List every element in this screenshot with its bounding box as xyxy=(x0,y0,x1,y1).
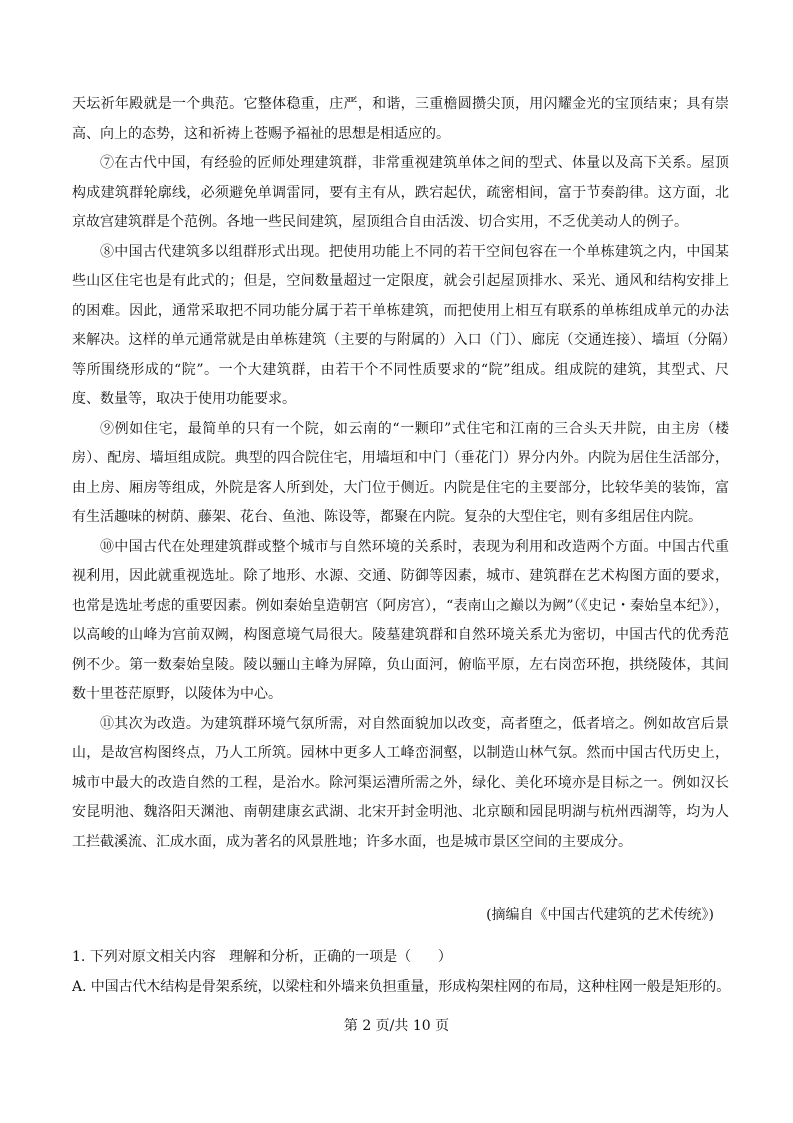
article-body xyxy=(72,90,729,857)
source-citation: (摘编自《中国古代建筑的艺术传统》) xyxy=(486,907,714,923)
paragraph-10: ⑩中国古代在处理建筑群或整个城市与自然环境的关系时，表现为利用和改造两个方面。中国古代重视利用，因此就重视选址。除了地形、水源、交通、防御等因素，城市、建筑群在艺术构图方面的要求，也常是选址考虑的重要因素。例如秦始皇造朝宫（阿房宫），“表南山之巅以为阙”（《史记・秦始皇本纪》），以高峻的山峰为宫前双阙，构图意境气局很大。陵墓建筑群和自然环境关系尤为密切，中国古代的优秀范例不少。第一数秦始皇陵。陵以骊山主峰为屏障，负山面河，俯临平原，左右岗峦环抱，拱绕陵体，其间数十里苍茫原野，以陵体为中心。 xyxy=(72,538,729,702)
page-number: 第 2 页/共 10 页 xyxy=(343,1018,450,1034)
paragraph-9: ⑨例如住宅，最简单的只有一个院，如云南的“一颗印”式住宅和江南的三合头天井院，由主房（楼房）、配房、墙垣组成院。典型的四合院住宅，用墙垣和中门（垂花门）界分内外。内院为居住生活部分，由上房、厢房等组成，外院是客人所到处，大门位于侧近。内院是住宅的主要部分，比较华美的装饰，富有生活趣味的树荫、藤架、花台、鱼池、陈设等，都聚在内院。复杂的大型住宅，则有多组居住内院。 xyxy=(72,420,729,525)
question-1-stem: 1. 下列对原文相关内容 理解和分析，正确的一项是（ ） xyxy=(72,949,452,965)
paragraph-8: ⑧中国古代建筑多以组群形式出现。把使用功能上不同的若干空间包容在一个单栋建筑之内，中国某些山区住宅也是有此式的；但是，空间数量超过一定限度，就会引起屋顶排水、采光、通风和结构安排上的困难。因此，通常采取把不同功能分属于若干单栋建筑，而把使用上相互有联系的单栋组成单元的办法来解决。这样的单元通常就是由单栋建筑（主要的与附属的）入口（门）、廊庑（交通连接）、墙垣（分隔）等所围绕形成的“院”。一个大建筑群，由若干个不同性质要求的“院”组成。组成院的建筑，其型式、尺度、数量等，取决于使用功能要求。 xyxy=(72,243,729,407)
paragraph-11: ⑪其次为改造。为建筑群环境气氛所需，对自然面貌加以改变，高者堕之，低者培之。例如故宫后景山，是故宫构图终点，乃人工所筑。园林中更多人工峰峦洞壑，以制造山林气氛。然而中国古代历史上，城市中最大的改造自然的工程，是治水。除河渠运漕所需之外，绿化、美化环境亦是目标之一。例如汉长安昆明池、魏洛阳天渊池、南朝建康玄武湖、北宋开封金明池、北京颐和园昆明湖与杭州西湖等，均为人工拦截溪流、汇成水面，成为著名的风景胜地；许多水面，也是城市景区空间的主要成分。 xyxy=(72,715,729,850)
paragraph-6-continuation: 天坛祈年殿就是一个典范。它整体稳重，庄严，和谐，三重檐圆攒尖顶，用闪耀金光的宝顶结束；具有崇高、向上的态势，这和祈祷上苍赐予福祉的思想是相适应的。 xyxy=(72,96,729,142)
paragraph-7: ⑦在古代中国，有经验的匠师处理建筑群，非常重视建筑单体之间的型式、体量以及高下关系。屋顶构成建筑群轮廓线，必须避免单调雷同，要有主有从，跌宕起伏，疏密相间，富于节奏韵律。这方面，北京故宫建筑群是个范例。各地一些民间建筑，屋顶组合自由活泼、切合实用，不乏优美动人的例子。 xyxy=(72,155,729,230)
question-1-option-a[interactable]: A. 中国古代木结构是骨架系统，以梁柱和外墙来负担重量，形成构架柱网的布局，这种柱网一般是矩形的。 xyxy=(72,979,731,995)
